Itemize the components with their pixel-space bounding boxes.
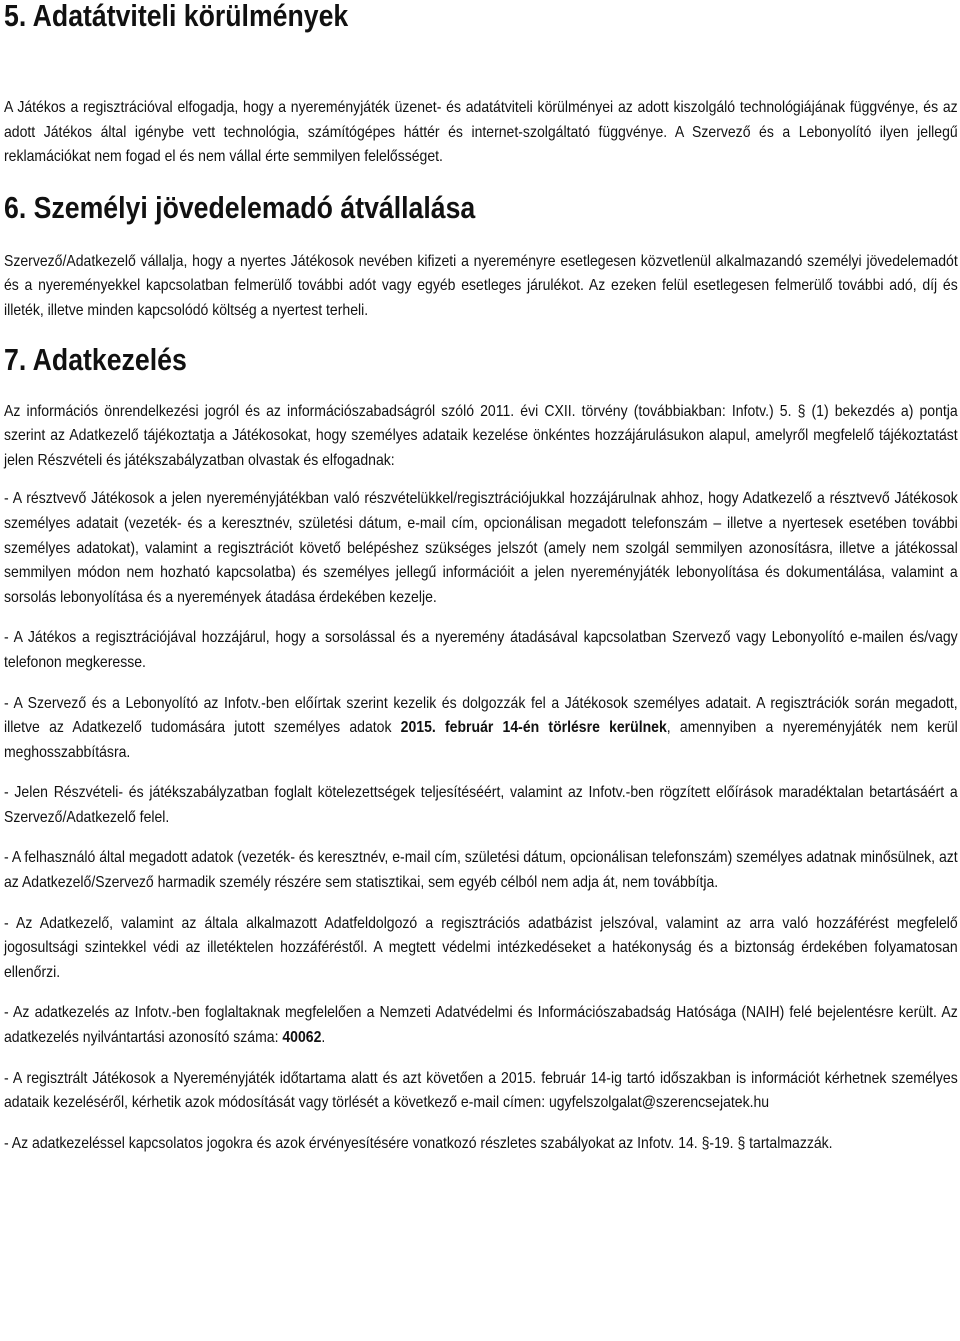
heading-section-7: 7. Adatkezelés [4, 341, 187, 377]
paragraph-income-tax: Szervező/Adatkezelő vállalja, hogy a nyertes Játékosok nevében kifizeti a nyereményre esetlegesen közvetlenül alkalmazandó személyi jövedelemadót és a nyereményekkel kapcsolatban felmerülő további adót vagy egyéb esetleges járulékot. Az ezeken felül esetlegesen felmerülő további adó, díj és illeték, illetve minden kapcsolódó költség a nyertest terheli. [4, 252, 958, 319]
naih-text-after: . [321, 1029, 326, 1047]
paragraph-consent: - A résztvevő Játékosok a jelen nyereményjátékban való részvételükkel/regisztrációjukkal hozzájárulnak ahhoz, hogy Adatkezelő a résztvevő Játékosok személyes adatait (vezeték- és a keresztnév, születési dátum, e-mail cím, opcionálisan megadott telefonszám – illetve a nyertesek esetében további személyes adatokat), valamint a regisztrációt követő belépéshez szükséges jelszót (amely nem szolgál semmilyen azonosításra, illetve a játékossal semmilyen módon nem hozható kapcsolatba) és személyes jellegű információit a jelen nyereményjáték lebonyolítása és dokumentálása, valamint a sorsolás lebonyolítása és a nyeremények átadása érdekében kezelje. [4, 490, 958, 606]
deletion-date-bold: 2015. február 14-én törlésre kerülnek [400, 719, 667, 737]
paragraph-deletion [4, 692, 958, 766]
paragraph-transfer-conditions: A Játékos a regisztrációval elfogadja, hogy a nyereményjáték üzenet- és adatátviteli körülményei az adott kiszolgáló technológiájának függvénye, és az adott Játékos által igénybe vett technológia, számítógépes háttér és internet-szolgáltató függvénye. A Szervező és a Lebonyolító ilyen jellegű reklamációkat nem fogad el és nem vállal érte semmilyen felelősséget. [4, 99, 958, 166]
naih-id-bold: 40062 [282, 1029, 322, 1047]
naih-text-before: - Az adatkezelés az Infotv.-ben foglaltaknak megfelelően a Nemzeti Adatvédelmi és Információszabadság Hatósága (NAIH) felé bejelentésre került. Az adatkezelés nyilvántartási azonosító száma: [4, 1004, 958, 1047]
heading-section-5: 5. Adatátviteli körülmények [4, 0, 349, 33]
paragraph-personal-data: - A felhasználó által megadott adatok (vezeték- és keresztnév, e-mail cím, születési dátum, opcionálisan telefonszám) személyes adatnak minősülnek, azt az Adatkezelő/Szervező harmadik személy részére sem statisztikai, sem egyéb célból nem adja át, nem továbbítja. [4, 849, 958, 892]
paragraph-contact: - A Játékos a regisztrációjával hozzájárul, hogy a sorsolással és a nyeremény átadásával kapcsolatban Szervező vagy Lebonyolító e-mailen és/vagy telefonon megkeresse. [4, 629, 958, 671]
paragraph-rights: - Az adatkezeléssel kapcsolatos jogokra és azok érvényesítésére vonatkozó részletes szabályokat az Infotv. 14. §-19. § tartalmazzák. [4, 1134, 833, 1152]
heading-section-6: 6. Személyi jövedelemadó átvállalása [4, 189, 476, 225]
deletion-text-after: , amennyiben a nyereményjáték nem kerül meghosszabbításra. [4, 719, 958, 761]
paragraph-naih [4, 1001, 958, 1050]
paragraph-information-request: - A regisztrált Játékosok a Nyereményjáték időtartama alatt és azt követően a 2015. február 14-ig tartó időszakban is információt kérhetnek személyes adataik kezeléséről, kérhetik azok módosítását vagy törlését a következő e-mail címen: ugyfelszolgalat@szerencsejatek.hu [4, 1069, 958, 1112]
deletion-text-before: - A Szervező és a Lebonyolító az Infotv.-ben előírtak szerint kezelik és dolgozzák fel a Játékosok személyes adatait. A regisztrációk során megadott, illetve az Adatkezelő tudomására jutott személyes adatok [4, 694, 958, 737]
paragraph-security: - Az Adatkezelő, valamint az általa alkalmazott Adatfeldolgozó a regisztrációs adatbázist jelszóval, valamint az arra való hozzáférést megfelelő jogosultsági szintekkel védi az illetéktelen hozzáféréstől. A megtett védelmi intézkedéseket a hatékonyság és a biztonság érdekében folyamatosan ellenőrzi. [4, 914, 958, 981]
paragraph-data-law: Az információs önrendelkezési jogról és az információszabadságról szóló 2011. évi CXII. törvény (továbbiakban: Infotv.) 5. § (1) bekezdés a) pontja szerint az Adatkezelő tájékoztatja a Játékosokat, hogy személyes adataik kezelése önkéntes hozzájárulásukon alapul, amelyről megfelelő tájékoztatást jelen Részvételi és játékszabályzatban olvastak és elfogadnak: [4, 402, 958, 469]
paragraph-obligations: - Jelen Részvételi- és játékszabályzatban foglalt kötelezettségek teljesítéséért, valamint az Infotv.-ben rögzített előírások maradéktalan betartásáért a Szervező/Adatkezelő felel. [4, 784, 958, 826]
